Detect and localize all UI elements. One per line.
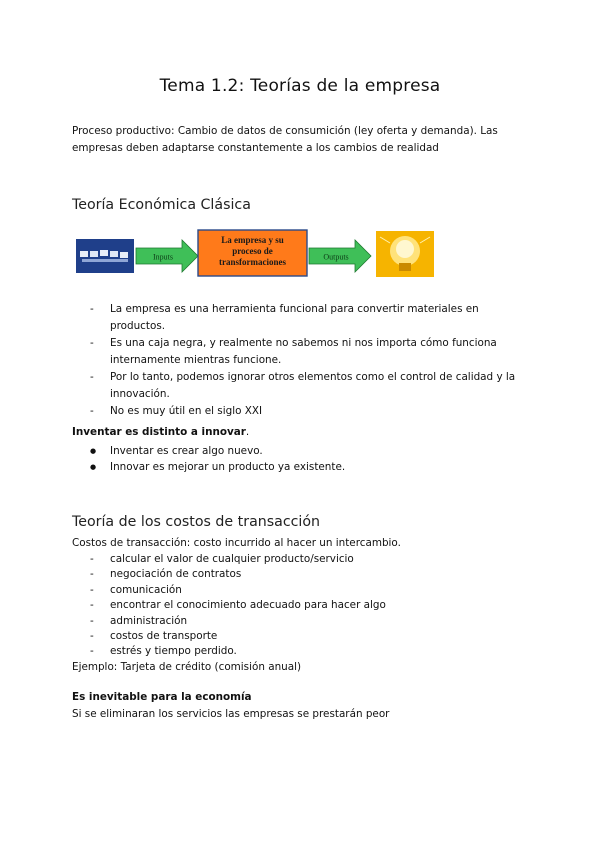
list-item-continuation (90, 386, 530, 403)
example-line: Ejemplo: Tarjeta de crédito (comisión anual) (72, 661, 302, 673)
invent-innovate-bold: Inventar es distinto a innovar (72, 426, 246, 438)
list-item: - costos de transporte (90, 629, 530, 644)
list-item: - administración (90, 614, 530, 629)
invent-innovate-heading (72, 424, 532, 441)
list-item: - encontrar el conocimiento adecuado para hacer algo (90, 598, 530, 613)
light-bulb-image (376, 231, 434, 277)
input-output-diagram (76, 229, 436, 281)
list-item: - Por lo tanto, podemos ignorar otros elementos como el control de calidad y la (90, 369, 530, 386)
inputs-arrow (136, 240, 198, 272)
list-item-continuation (90, 352, 530, 369)
transaction-intro: Costos de transacción: costo incurrido al hacer un intercambio. (72, 537, 401, 549)
list-item: ● Inventar es crear algo nuevo. (90, 443, 530, 459)
outputs-label: Outputs (323, 252, 349, 262)
section-heading-classic: Teoría Económica Clásica (72, 197, 251, 213)
inevitable-heading: Es inevitable para la economía (72, 691, 252, 703)
page-title: Tema 1.2: Teorías de la empresa (159, 76, 441, 96)
company-process-box (198, 230, 307, 276)
continuation-text: innovación. (110, 388, 170, 400)
list-item: - calcular el valor de cualquier producto/servicio (90, 552, 530, 567)
section-heading-transaction: Teoría de los costos de transacción (72, 514, 321, 530)
list-item: - negociación de contratos (90, 567, 530, 582)
list-item: - Es una caja negra, y realmente no sabemos ni nos importa cómo funciona (90, 335, 530, 352)
transaction-costs-list (90, 552, 530, 660)
list-item: - comunicación (90, 583, 530, 598)
box-label-line-1: La empresa y su (221, 235, 284, 245)
intro-paragraph (72, 123, 532, 157)
final-line: Si se eliminaran los servicios las empresas se prestarán peor (72, 708, 390, 720)
intro-line-1: Proceso productivo: Cambio de datos de consumición (ley oferta y demanda). Las (72, 125, 498, 137)
list-item: ● Innovar es mejorar un producto ya existente. (90, 459, 530, 475)
classic-theory-list (90, 301, 530, 420)
inputs-label: Inputs (153, 252, 173, 262)
box-label-line-2: proceso de (232, 246, 273, 256)
invent-innovate-suffix: . (245, 426, 250, 438)
outputs-arrow (309, 240, 371, 272)
data-input-image (76, 239, 134, 273)
list-item: - No es muy útil en el siglo XXI (90, 403, 530, 420)
intro-line-2: empresas deben adaptarse constantemente a los cambios de realidad (72, 142, 439, 154)
list-item: - estrés y tiempo perdido. (90, 644, 530, 659)
invent-innovate-list (90, 443, 530, 475)
list-item: - La empresa es una herramienta funcional para convertir materiales en productos. (90, 301, 530, 335)
box-label-line-3: transformaciones (219, 257, 286, 267)
continuation-text: internamente mientras funcione. (110, 354, 282, 366)
